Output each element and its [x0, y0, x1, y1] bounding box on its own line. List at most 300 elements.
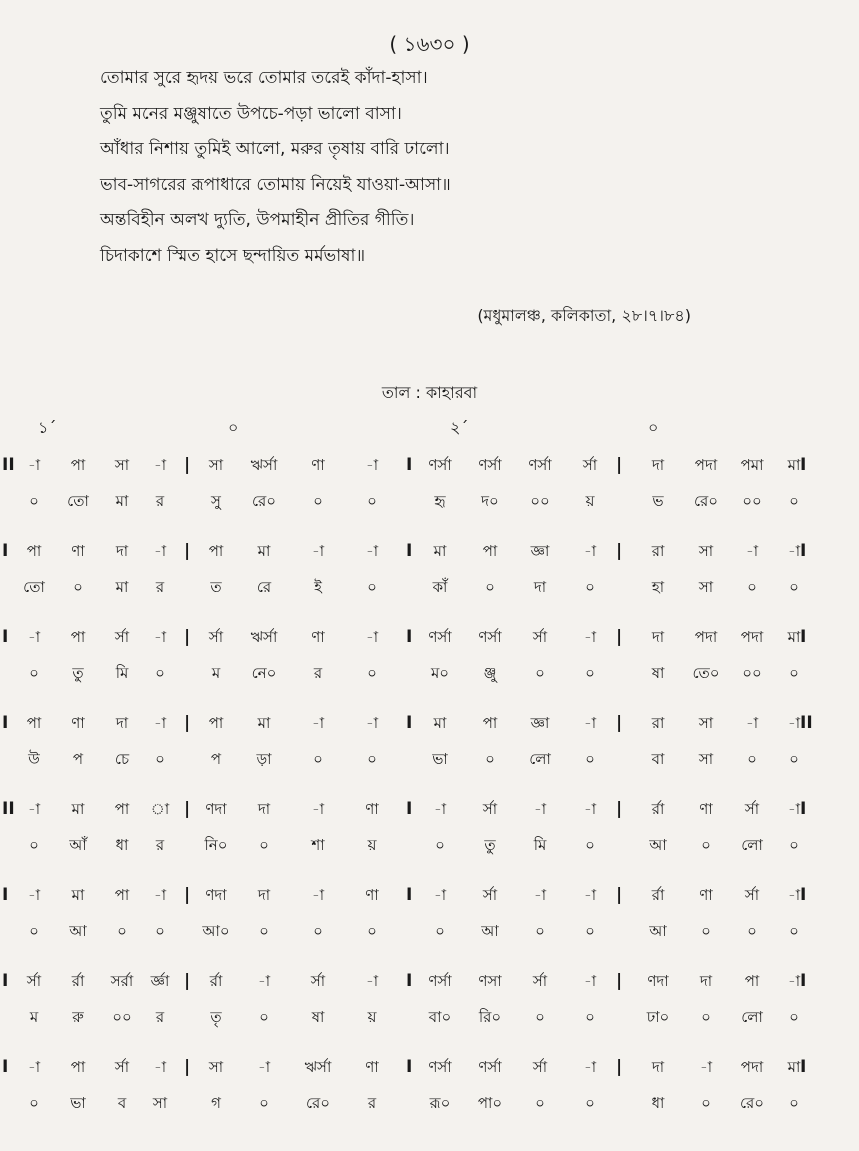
lyric-syllable: ০০	[742, 664, 762, 682]
swara-note: -া	[583, 1058, 597, 1076]
lyric-syllable: নে০	[251, 664, 277, 682]
swara-note: -া	[787, 542, 801, 560]
lyric-syllable: ০	[435, 836, 445, 854]
lyric-syllable: সু	[211, 492, 221, 510]
lyric-syllable: ০	[789, 1008, 799, 1026]
beat-marker: ১´	[38, 418, 57, 437]
lyric-syllable: হৃ	[434, 492, 446, 510]
lyric-syllable: তু	[72, 664, 84, 682]
swara-note: ণর্সা	[528, 456, 552, 474]
notation-row	[0, 450, 859, 536]
lyric-syllable: ০	[367, 922, 377, 940]
swara-note: র্সা	[532, 972, 548, 990]
swara-note: র্সা	[310, 972, 326, 990]
lyric-syllable: ষা	[651, 664, 665, 682]
swara-note: পা	[482, 714, 498, 732]
swara-note: র্জ্ঞা	[150, 972, 170, 990]
swara-note: ণা	[71, 542, 85, 560]
lyric-syllable: ০	[701, 1094, 711, 1112]
swara-note: মা	[787, 1058, 801, 1076]
swara-note: -া	[787, 972, 801, 990]
bar-line: I	[406, 885, 413, 905]
swara-note: -া	[787, 714, 801, 732]
lyric-syllable: ০	[789, 664, 799, 682]
lyric-syllable: ধা	[651, 1094, 665, 1112]
swara-note: র্রা	[651, 886, 665, 904]
swara-note: ণর্সা	[478, 1058, 502, 1076]
swara-note: র্সা	[114, 628, 130, 646]
swara-note: -া	[583, 714, 597, 732]
lyric-syllable: ০	[701, 836, 711, 854]
lyric-syllable: ০	[747, 750, 757, 768]
swara-note: মা	[71, 800, 85, 818]
lyric-syllable: আ	[649, 836, 667, 854]
swara-note: -া	[153, 1058, 167, 1076]
swara-note: পা	[26, 542, 42, 560]
swara-note: র্সা	[744, 800, 760, 818]
swara-note: র্সা	[208, 628, 224, 646]
lyric-syllable: ০	[585, 750, 595, 768]
lyric-syllable: ০	[789, 750, 799, 768]
swara-note: রা	[651, 714, 665, 732]
lyric-syllable-line	[0, 834, 859, 862]
swara-note: সা	[698, 542, 714, 560]
lyric-syllable: আঁ	[69, 836, 87, 854]
lyric-syllable: তো	[67, 492, 89, 510]
lyric-syllable: তৃ	[210, 1008, 222, 1026]
lyric-syllable-line	[0, 748, 859, 776]
lyric-syllable: রি০	[478, 1008, 502, 1026]
lyric-syllable: ০	[701, 922, 711, 940]
swara-note: -া	[311, 714, 325, 732]
lyric-syllable: ০০	[530, 492, 550, 510]
swara-note: ণর্সা	[478, 628, 502, 646]
start-bar-line: I	[2, 971, 9, 991]
lyric-syllable: ০	[367, 578, 377, 596]
lyric-syllable: র	[313, 664, 323, 682]
lyric-syllable: ০	[117, 922, 127, 940]
notation-rows	[0, 450, 859, 1138]
swara-note: ণা	[311, 628, 325, 646]
lyric-syllable: ভা	[70, 1094, 86, 1112]
swara-note: ঋর্সা	[250, 456, 278, 474]
lyric-syllable: শা	[311, 836, 325, 854]
swara-line	[0, 454, 859, 482]
lyrics-block	[100, 68, 800, 281]
notation-row	[0, 794, 859, 880]
swara-note: পদা	[740, 628, 764, 646]
lyric-syllable: ০	[313, 750, 323, 768]
lyric-syllable: পা০	[477, 1094, 503, 1112]
bar-line: |	[616, 541, 623, 561]
swara-note: ণা	[311, 456, 325, 474]
bar-line: |	[616, 455, 623, 475]
lyric-syllable: ০	[435, 922, 445, 940]
swara-note: ণদা	[647, 972, 669, 990]
swara-note: -া	[365, 972, 379, 990]
start-bar-line: II	[2, 799, 15, 819]
swara-note: ণর্সা	[428, 972, 452, 990]
swara-note: পা	[482, 542, 498, 560]
swara-note: -া	[27, 800, 41, 818]
lyric-syllable: ষা	[311, 1008, 325, 1026]
lyric-syllable: আ০	[202, 922, 230, 940]
lyric-syllable: ০	[259, 1094, 269, 1112]
lyric-syllable: ঢা০	[646, 1008, 670, 1026]
lyric-syllable: উ	[28, 750, 40, 768]
lyric-syllable: ০	[73, 578, 83, 596]
swara-note: জ্ঞা	[530, 714, 550, 732]
swara-note: দা	[651, 456, 665, 474]
swara-note: -া	[583, 886, 597, 904]
swara-note: পা	[208, 714, 224, 732]
lyric-syllable: ০	[367, 664, 377, 682]
lyric-syllable: আ	[481, 922, 499, 940]
notation-row	[0, 536, 859, 622]
lyric-line: তোমার সুরে হৃদয় ভরে তোমার তরেই কাঁদা-হাসা।	[100, 68, 428, 88]
lyric-syllable: ঞ্জু	[483, 664, 497, 682]
notation-row	[0, 708, 859, 794]
swara-note: ণা	[365, 1058, 379, 1076]
lyric-syllable: মা	[115, 578, 129, 596]
lyric-syllable: ০	[535, 1008, 545, 1026]
bar-line: I	[406, 455, 413, 475]
lyric-syllable: ০০	[112, 1008, 132, 1026]
tala-heading: তাল : কাহারবা	[381, 383, 478, 402]
start-bar-line: II	[2, 455, 15, 475]
lyric-syllable: ভা	[432, 750, 448, 768]
swara-note: -া	[787, 800, 801, 818]
lyric-syllable: ০	[585, 922, 595, 940]
lyric-syllable: লো	[741, 1008, 763, 1026]
bar-line: I	[406, 971, 413, 991]
swara-note: া	[150, 800, 170, 818]
lyric-syllable: গ	[211, 1094, 221, 1112]
swara-note: র্সা	[744, 886, 760, 904]
swara-note: -া	[745, 542, 759, 560]
lyric-syllable: ০	[747, 922, 757, 940]
bar-line: |	[184, 885, 191, 905]
lyric-syllable: ম	[211, 664, 221, 682]
lyric-syllable: দ০	[481, 492, 499, 510]
bar-line: |	[616, 1057, 623, 1077]
lyric-syllable: ০	[485, 750, 495, 768]
lyric-syllable-line	[0, 576, 859, 604]
lyric-syllable: র	[155, 492, 165, 510]
bar-line: I	[406, 541, 413, 561]
lyric-syllable: য়	[585, 492, 595, 510]
swara-note: র্সা	[482, 800, 498, 818]
swara-note: পা	[70, 1058, 86, 1076]
swara-note: -া	[745, 714, 759, 732]
swara-note: র্সা	[482, 886, 498, 904]
citation: (মধুমালঞ্চ, কলিকাতা, ২৮।৭।৮৪)	[477, 306, 691, 325]
swara-note: পা	[744, 972, 760, 990]
swara-note: -া	[311, 886, 325, 904]
swara-note: পমা	[740, 456, 764, 474]
start-bar-line: I	[2, 627, 9, 647]
lyric-syllable: প	[72, 750, 84, 768]
swara-note: -া	[365, 542, 379, 560]
lyric-line: ভাব-সাগরের রূপাধারে তোমায় নিয়েই যাওয়া-আসা॥	[100, 174, 451, 195]
swara-note: ণর্সা	[478, 456, 502, 474]
lyric-syllable: র	[155, 1008, 165, 1026]
bar-line: I	[406, 1057, 413, 1077]
lyric-syllable: ০	[585, 1094, 595, 1112]
lyric-syllable: আ	[649, 922, 667, 940]
swara-note: -া	[257, 972, 271, 990]
lyric-syllable: ০	[29, 1094, 39, 1112]
lyric-syllable: ০	[259, 1008, 269, 1026]
lyric-syllable: ০	[789, 1094, 799, 1112]
lyric-syllable: ০	[155, 664, 165, 682]
lyric-syllable: নি০	[204, 836, 228, 854]
beat-markers	[0, 415, 859, 439]
swara-note: -া	[27, 886, 41, 904]
bar-line: |	[184, 541, 191, 561]
lyric-syllable: ০	[585, 1008, 595, 1026]
swara-note: -া	[153, 628, 167, 646]
lyric-syllable: ০	[701, 1008, 711, 1026]
lyric-syllable: ০	[155, 922, 165, 940]
bar-line: |	[184, 971, 191, 991]
bar-line: |	[616, 799, 623, 819]
lyric-syllable: ০	[585, 664, 595, 682]
lyric-syllable: ০	[29, 836, 39, 854]
lyric-syllable: ০	[29, 664, 39, 682]
swara-note: র্সা	[532, 1058, 548, 1076]
bar-line: |	[184, 455, 191, 475]
bar-line: |	[184, 713, 191, 733]
notation-row	[0, 966, 859, 1052]
swara-note: দা	[651, 628, 665, 646]
swara-note: -া	[699, 1058, 713, 1076]
lyric-syllable: ০	[367, 750, 377, 768]
bar-line: I	[800, 799, 807, 819]
swara-note: ঋর্সা	[250, 628, 278, 646]
swara-note: দা	[257, 800, 271, 818]
swara-note: ণদা	[205, 886, 227, 904]
swara-note: দা	[115, 542, 129, 560]
swara-note: র্সা	[26, 972, 42, 990]
beat-marker: ০	[648, 418, 659, 437]
lyric-syllable: রে০	[305, 1094, 331, 1112]
swara-note: জ্ঞা	[530, 542, 550, 560]
lyric-syllable: র	[155, 836, 165, 854]
lyric-syllable: মি	[115, 664, 129, 682]
lyric-syllable: ম	[29, 1008, 39, 1026]
lyric-syllable: য়	[367, 836, 377, 854]
lyric-syllable: ০	[789, 922, 799, 940]
swara-note: -া	[365, 714, 379, 732]
bar-line: II	[800, 713, 813, 733]
lyric-syllable: দা	[533, 578, 547, 596]
lyric-syllable: ০	[485, 578, 495, 596]
lyric-syllable: ধা	[115, 836, 129, 854]
lyric-syllable: তে০	[692, 664, 720, 682]
lyric-syllable: রে০	[251, 492, 277, 510]
bar-line: I	[800, 541, 807, 561]
lyric-syllable: ০	[259, 922, 269, 940]
lyric-syllable: ০	[313, 922, 323, 940]
lyric-syllable: ০	[789, 578, 799, 596]
swara-note: র্সা	[114, 1058, 130, 1076]
swara-note: পদা	[740, 1058, 764, 1076]
swara-note: রা	[651, 542, 665, 560]
lyric-line: তুমি মনের মঞ্জুষাতে উপচে-পড়া ভালো বাসা।	[100, 103, 402, 124]
lyric-syllable: রূ০	[429, 1094, 451, 1112]
swara-note: র্সা	[532, 628, 548, 646]
swara-note: ণর্সা	[428, 1058, 452, 1076]
bar-line: I	[800, 1057, 807, 1077]
swara-line	[0, 970, 859, 998]
bar-line: |	[184, 799, 191, 819]
lyric-syllable: ভ	[652, 492, 664, 510]
notation-row	[0, 1052, 859, 1138]
start-bar-line: I	[2, 885, 9, 905]
page-number: ( ১৬৩০ )	[389, 32, 470, 56]
swara-note: ণা	[699, 886, 713, 904]
swara-note: দা	[115, 714, 129, 732]
swara-note: -া	[153, 542, 167, 560]
swara-line	[0, 712, 859, 740]
swara-note: পদা	[694, 628, 718, 646]
swara-note: ণর্সা	[428, 456, 452, 474]
swara-note: পা	[70, 628, 86, 646]
lyric-syllable: লো	[741, 836, 763, 854]
lyric-syllable: বা০	[428, 1008, 452, 1026]
swara-note: র্রা	[651, 800, 665, 818]
lyric-syllable-line	[0, 490, 859, 518]
swara-note: মা	[433, 714, 447, 732]
swara-note: -া	[27, 456, 41, 474]
swara-note: -া	[311, 800, 325, 818]
swara-note: ণা	[699, 800, 713, 818]
swara-note: -া	[787, 886, 801, 904]
swara-note: পা	[114, 886, 130, 904]
swara-line	[0, 884, 859, 912]
lyric-syllable: ০	[29, 492, 39, 510]
swara-note: -া	[433, 886, 447, 904]
swara-note: -া	[583, 628, 597, 646]
lyric-syllable: লো	[529, 750, 551, 768]
swara-note: ণর্সা	[428, 628, 452, 646]
lyric-syllable: ম০	[430, 664, 450, 682]
swara-line	[0, 798, 859, 826]
swara-note: -া	[153, 886, 167, 904]
lyric-syllable: ০	[535, 922, 545, 940]
swara-note: সা	[698, 714, 714, 732]
swara-note: ণসা	[478, 972, 502, 990]
lyric-syllable: ই	[314, 578, 322, 596]
lyric-syllable: সা	[152, 1094, 168, 1112]
swara-note: সা	[114, 456, 130, 474]
lyric-syllable: র	[155, 578, 165, 596]
lyric-syllable: র	[367, 1094, 377, 1112]
lyric-syllable: কাঁ	[432, 578, 448, 596]
swara-note: পা	[208, 542, 224, 560]
lyric-syllable: বা	[651, 750, 665, 768]
lyric-syllable: তু	[484, 836, 496, 854]
start-bar-line: I	[2, 1057, 9, 1077]
bar-line: I	[406, 799, 413, 819]
swara-note: -া	[433, 800, 447, 818]
swara-line	[0, 1056, 859, 1084]
swara-note: -া	[583, 542, 597, 560]
swara-note: পা	[114, 800, 130, 818]
swara-note: -া	[533, 800, 547, 818]
bar-line: I	[406, 627, 413, 647]
swara-note: দা	[651, 1058, 665, 1076]
lyric-syllable: রে	[256, 578, 272, 596]
notation-row	[0, 880, 859, 966]
bar-line: |	[184, 1057, 191, 1077]
bar-line: |	[616, 627, 623, 647]
lyric-syllable: ০	[259, 836, 269, 854]
swara-note: -া	[153, 456, 167, 474]
bar-line: |	[616, 713, 623, 733]
swara-note: মা	[433, 542, 447, 560]
notation-row	[0, 622, 859, 708]
swara-note: -া	[311, 542, 325, 560]
swara-note: -া	[583, 972, 597, 990]
lyric-syllable: রু	[72, 1008, 84, 1026]
swara-note: -া	[27, 1058, 41, 1076]
lyric-line: চিদাকাশে স্মিত হাসে ছন্দায়িত মর্মভাষা॥	[100, 245, 366, 266]
swara-note: র্রা	[71, 972, 85, 990]
swara-note: সা	[208, 456, 224, 474]
lyric-syllable: সা	[698, 578, 714, 596]
lyric-syllable: ০	[535, 664, 545, 682]
swara-note: দা	[699, 972, 713, 990]
lyric-syllable: ০	[29, 922, 39, 940]
lyric-syllable: ০	[535, 1094, 545, 1112]
lyric-syllable: ০	[313, 492, 323, 510]
lyric-line: অন্তবিহীন অলখ দ্যুতি, উপমাহীন প্রীতির গীতি।	[100, 210, 415, 230]
lyric-syllable: মি	[533, 836, 547, 854]
lyric-line: আঁধার নিশায় তুমিই আলো, মরুর তৃষায় বারি ঢালো।	[100, 139, 450, 159]
start-bar-line: I	[2, 541, 9, 561]
lyric-syllable: তো	[23, 578, 45, 596]
lyric-syllable: য়	[367, 1008, 377, 1026]
swara-note: ণা	[365, 886, 379, 904]
lyric-syllable: ০	[585, 836, 595, 854]
swara-note: র্রা	[209, 972, 223, 990]
lyric-syllable: রে০	[693, 492, 719, 510]
swara-note: মা	[71, 886, 85, 904]
swara-note: পা	[26, 714, 42, 732]
lyric-syllable: চে	[114, 750, 130, 768]
lyric-syllable: মা	[115, 492, 129, 510]
swara-note: -া	[583, 800, 597, 818]
swara-note: দা	[257, 886, 271, 904]
lyric-syllable: ০০	[742, 492, 762, 510]
lyric-syllable: সা	[698, 750, 714, 768]
swara-note: -া	[365, 628, 379, 646]
swara-line	[0, 626, 859, 654]
lyric-syllable: ০	[747, 578, 757, 596]
swara-note: -া	[533, 886, 547, 904]
bar-line: |	[616, 971, 623, 991]
swara-note: মা	[787, 456, 801, 474]
swara-note: -া	[257, 1058, 271, 1076]
lyric-syllable: ব	[117, 1094, 127, 1112]
swara-note: ঋর্সা	[304, 1058, 332, 1076]
swara-note: ণা	[365, 800, 379, 818]
swara-note: র্সা	[582, 456, 598, 474]
lyric-syllable-line	[0, 920, 859, 948]
start-bar-line: I	[2, 713, 9, 733]
